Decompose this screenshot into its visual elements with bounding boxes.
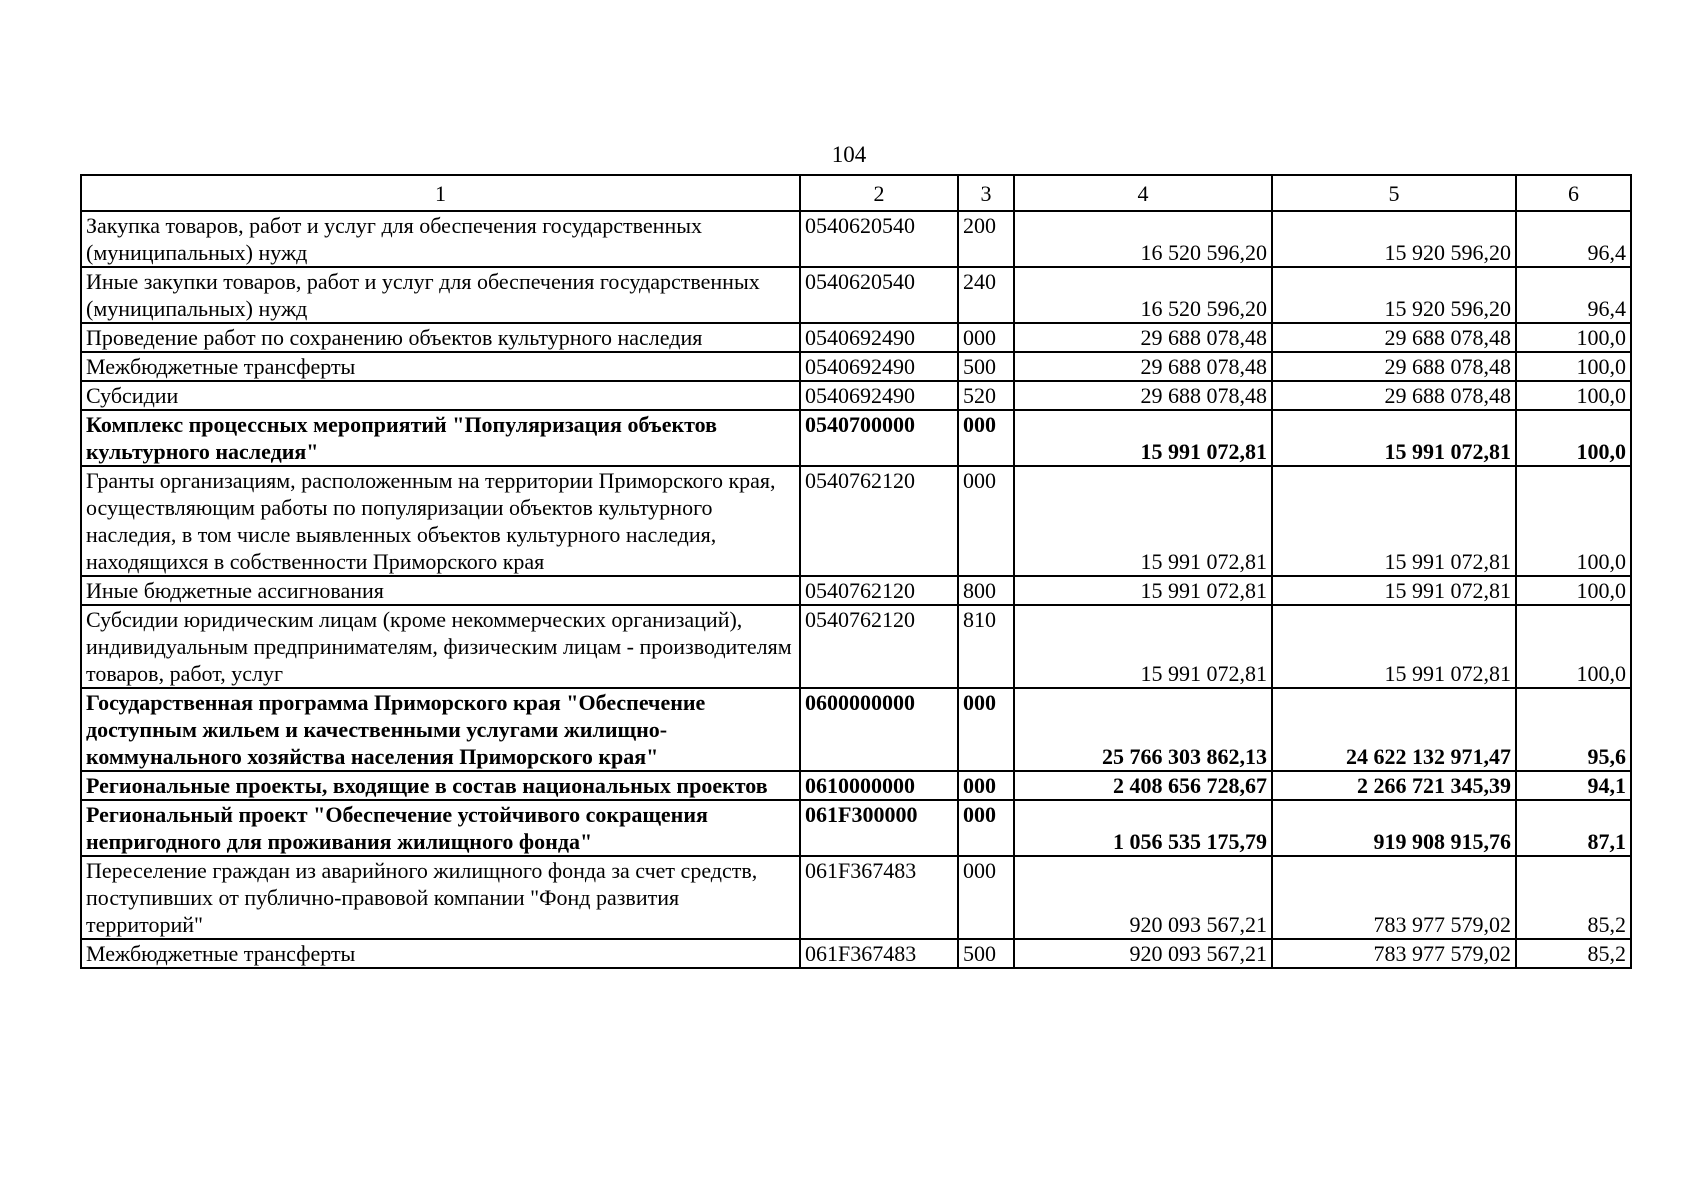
- table-row: [81, 352, 1631, 381]
- row-name: Субсидии юридическим лицам (кроме некоммерческих организаций), индивидуальным предпринимателям, физическим лицам - производителям товаров, работ, услуг: [81, 605, 800, 688]
- row-planned-amount: 15 991 072,81: [1014, 410, 1272, 466]
- column-header: 3: [958, 175, 1014, 211]
- row-actual-amount: 15 920 596,20: [1272, 211, 1516, 267]
- row-planned-amount: 16 520 596,20: [1014, 267, 1272, 323]
- table-row: [81, 771, 1631, 800]
- row-execution-percent: 100,0: [1516, 576, 1631, 605]
- row-actual-amount: 29 688 078,48: [1272, 352, 1516, 381]
- row-expense-type: 200: [958, 211, 1014, 267]
- row-planned-amount: 29 688 078,48: [1014, 323, 1272, 352]
- row-planned-amount: 29 688 078,48: [1014, 352, 1272, 381]
- table-body: [81, 211, 1631, 968]
- row-name: Региональные проекты, входящие в состав национальных проектов: [81, 771, 800, 800]
- row-actual-amount: 2 266 721 345,39: [1272, 771, 1516, 800]
- row-expense-type: 000: [958, 466, 1014, 576]
- row-actual-amount: 29 688 078,48: [1272, 323, 1516, 352]
- row-name: Закупка товаров, работ и услуг для обеспечения государственных (муниципальных) нужд: [81, 211, 800, 267]
- row-name: Переселение граждан из аварийного жилищного фонда за счет средств, поступивших от публично-правовой компании "Фонд развития территорий": [81, 856, 800, 939]
- row-actual-amount: 15 991 072,81: [1272, 466, 1516, 576]
- row-name: Проведение работ по сохранению объектов культурного наследия: [81, 323, 800, 352]
- table-row: [81, 856, 1631, 939]
- row-name: Иные бюджетные ассигнования: [81, 576, 800, 605]
- row-actual-amount: 783 977 579,02: [1272, 856, 1516, 939]
- row-target-code: 0540762120: [800, 605, 958, 688]
- row-expense-type: 520: [958, 381, 1014, 410]
- row-execution-percent: 85,2: [1516, 856, 1631, 939]
- row-expense-type: 000: [958, 410, 1014, 466]
- row-target-code: 0540620540: [800, 267, 958, 323]
- table-row: [81, 800, 1631, 856]
- row-target-code: 0610000000: [800, 771, 958, 800]
- row-name: Комплекс процессных мероприятий "Популяризация объектов культурного наследия": [81, 410, 800, 466]
- row-target-code: 061F300000: [800, 800, 958, 856]
- row-planned-amount: 25 766 303 862,13: [1014, 688, 1272, 771]
- row-target-code: 0600000000: [800, 688, 958, 771]
- table-row: [81, 381, 1631, 410]
- row-target-code: 0540700000: [800, 410, 958, 466]
- row-expense-type: 500: [958, 939, 1014, 968]
- row-execution-percent: 85,2: [1516, 939, 1631, 968]
- row-target-code: 0540692490: [800, 323, 958, 352]
- row-planned-amount: 16 520 596,20: [1014, 211, 1272, 267]
- row-expense-type: 000: [958, 856, 1014, 939]
- row-execution-percent: 94,1: [1516, 771, 1631, 800]
- row-target-code: 0540762120: [800, 466, 958, 576]
- row-execution-percent: 100,0: [1516, 352, 1631, 381]
- table-row: [81, 211, 1631, 267]
- table-row: [81, 576, 1631, 605]
- row-execution-percent: 100,0: [1516, 323, 1631, 352]
- row-expense-type: 000: [958, 771, 1014, 800]
- row-planned-amount: 2 408 656 728,67: [1014, 771, 1272, 800]
- table-header-row: [81, 175, 1631, 211]
- row-expense-type: 000: [958, 800, 1014, 856]
- column-header: 5: [1272, 175, 1516, 211]
- row-actual-amount: 24 622 132 971,47: [1272, 688, 1516, 771]
- row-target-code: 0540692490: [800, 381, 958, 410]
- column-header: 6: [1516, 175, 1631, 211]
- budget-table: [80, 174, 1632, 969]
- table-row: [81, 605, 1631, 688]
- row-target-code: 0540692490: [800, 352, 958, 381]
- row-execution-percent: 87,1: [1516, 800, 1631, 856]
- row-name: Субсидии: [81, 381, 800, 410]
- row-planned-amount: 29 688 078,48: [1014, 381, 1272, 410]
- row-expense-type: 000: [958, 323, 1014, 352]
- row-execution-percent: 96,4: [1516, 267, 1631, 323]
- column-header: 1: [81, 175, 800, 211]
- row-name: Межбюджетные трансферты: [81, 352, 800, 381]
- row-expense-type: 500: [958, 352, 1014, 381]
- row-name: Иные закупки товаров, работ и услуг для обеспечения государственных (муниципальных) нужд: [81, 267, 800, 323]
- table-row: [81, 466, 1631, 576]
- row-planned-amount: 15 991 072,81: [1014, 466, 1272, 576]
- row-actual-amount: 783 977 579,02: [1272, 939, 1516, 968]
- row-target-code: 0540620540: [800, 211, 958, 267]
- row-planned-amount: 920 093 567,21: [1014, 939, 1272, 968]
- row-name: Гранты организациям, расположенным на территории Приморского края, осуществляющим работы по популяризации объектов культурного наследия, в том числе выявленных объектов культурного наследия, находящихся в собственности Приморского края: [81, 466, 800, 576]
- row-target-code: 0540762120: [800, 576, 958, 605]
- row-execution-percent: 100,0: [1516, 410, 1631, 466]
- row-planned-amount: 1 056 535 175,79: [1014, 800, 1272, 856]
- row-name: Государственная программа Приморского края "Обеспечение доступным жильем и качественными услугами жилищно-коммунального хозяйства населения Приморского края": [81, 688, 800, 771]
- table-row: [81, 939, 1631, 968]
- table-row: [81, 267, 1631, 323]
- table-row: [81, 688, 1631, 771]
- row-execution-percent: 100,0: [1516, 466, 1631, 576]
- row-expense-type: 800: [958, 576, 1014, 605]
- row-expense-type: 000: [958, 688, 1014, 771]
- row-target-code: 061F367483: [800, 856, 958, 939]
- row-execution-percent: 100,0: [1516, 381, 1631, 410]
- page-number: 104: [831, 142, 867, 167]
- row-actual-amount: 15 991 072,81: [1272, 410, 1516, 466]
- row-planned-amount: 920 093 567,21: [1014, 856, 1272, 939]
- column-header: 2: [800, 175, 958, 211]
- row-name: Региональный проект "Обеспечение устойчивого сокращения непригодного для проживания жилищного фонда": [81, 800, 800, 856]
- row-actual-amount: 15 991 072,81: [1272, 605, 1516, 688]
- row-actual-amount: 919 908 915,76: [1272, 800, 1516, 856]
- table-row: [81, 410, 1631, 466]
- row-execution-percent: 95,6: [1516, 688, 1631, 771]
- row-execution-percent: 100,0: [1516, 605, 1631, 688]
- row-actual-amount: 15 920 596,20: [1272, 267, 1516, 323]
- row-name: Межбюджетные трансферты: [81, 939, 800, 968]
- row-planned-amount: 15 991 072,81: [1014, 576, 1272, 605]
- row-expense-type: 240: [958, 267, 1014, 323]
- row-target-code: 061F367483: [800, 939, 958, 968]
- row-actual-amount: 29 688 078,48: [1272, 381, 1516, 410]
- column-header: 4: [1014, 175, 1272, 211]
- table-row: [81, 323, 1631, 352]
- row-planned-amount: 15 991 072,81: [1014, 605, 1272, 688]
- row-execution-percent: 96,4: [1516, 211, 1631, 267]
- row-actual-amount: 15 991 072,81: [1272, 576, 1516, 605]
- row-expense-type: 810: [958, 605, 1014, 688]
